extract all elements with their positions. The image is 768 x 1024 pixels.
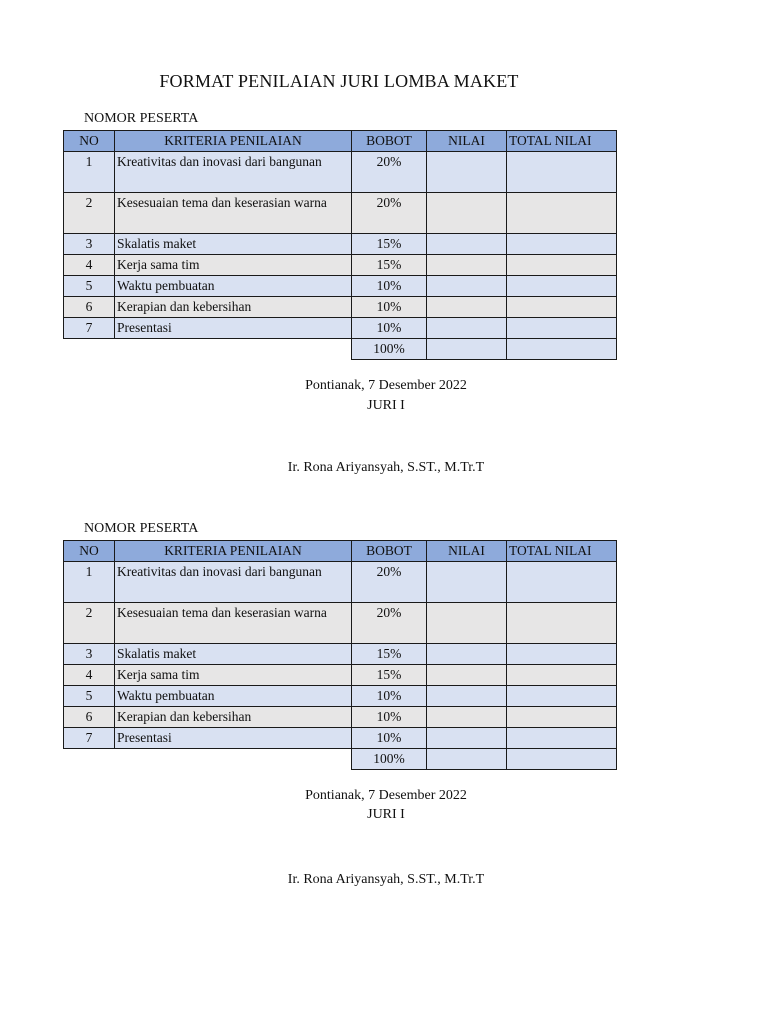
total-bobot: 100% (352, 339, 427, 360)
total-row (64, 749, 617, 770)
table-row (64, 318, 617, 339)
row-no: 4 (64, 665, 115, 686)
row-bobot: 20% (352, 562, 427, 603)
row-bobot: 10% (352, 318, 427, 339)
header-total-nilai: TOTAL NILAI (507, 541, 617, 562)
table-header-row (64, 541, 617, 562)
row-nilai-field[interactable] (427, 318, 507, 339)
row-bobot: 15% (352, 665, 427, 686)
header-no: NO (64, 541, 115, 562)
row-nilai-field[interactable] (427, 603, 507, 644)
row-no: 5 (64, 686, 115, 707)
row-nilai-field[interactable] (427, 644, 507, 665)
header-nilai: NILAI (427, 541, 507, 562)
row-total-field[interactable] (507, 686, 617, 707)
total-bobot: 100% (352, 749, 427, 770)
row-bobot: 10% (352, 728, 427, 749)
row-nilai-field[interactable] (427, 707, 507, 728)
criteria-table (63, 130, 617, 360)
row-kriteria: Waktu pembuatan (115, 276, 352, 297)
table-row (64, 665, 617, 686)
criteria-table (63, 540, 617, 770)
table-row (64, 562, 617, 603)
total-nilai-field[interactable] (427, 339, 507, 360)
blank-cell (115, 749, 352, 770)
table-row (64, 707, 617, 728)
row-total-field[interactable] (507, 255, 617, 276)
header-bobot: BOBOT (352, 541, 427, 562)
participant-number-label: NOMOR PESERTA (84, 111, 199, 126)
row-total-field[interactable] (507, 603, 617, 644)
row-total-field[interactable] (507, 707, 617, 728)
row-no: 1 (64, 562, 115, 603)
row-kriteria: Waktu pembuatan (115, 686, 352, 707)
table-header-row (64, 131, 617, 152)
row-nilai-field[interactable] (427, 728, 507, 749)
signer-name: Ir. Rona Ariyansyah, S.ST., M.Tr.T (287, 460, 485, 475)
table-row (64, 603, 617, 644)
row-total-field[interactable] (507, 728, 617, 749)
row-bobot: 15% (352, 644, 427, 665)
table-row (64, 234, 617, 255)
place-date: Pontianak, 7 Desember 2022 (305, 378, 467, 393)
row-bobot: 20% (352, 193, 427, 234)
blank-cell (115, 339, 352, 360)
row-no: 1 (64, 152, 115, 193)
grand-total-field[interactable] (507, 339, 617, 360)
table-row (64, 686, 617, 707)
row-no: 6 (64, 297, 115, 318)
row-no: 3 (64, 644, 115, 665)
row-total-field[interactable] (507, 644, 617, 665)
row-nilai-field[interactable] (427, 686, 507, 707)
row-nilai-field[interactable] (427, 234, 507, 255)
row-bobot: 10% (352, 297, 427, 318)
header-kriteria: KRITERIA PENILAIAN (115, 541, 352, 562)
row-bobot: 15% (352, 255, 427, 276)
row-total-field[interactable] (507, 318, 617, 339)
row-kriteria: Kesesuaian tema dan keserasian warna (115, 603, 352, 644)
row-total-field[interactable] (507, 562, 617, 603)
row-no: 4 (64, 255, 115, 276)
grand-total-field[interactable] (507, 749, 617, 770)
row-kriteria: Kerapian dan kebersihan (115, 707, 352, 728)
row-no: 6 (64, 707, 115, 728)
row-nilai-field[interactable] (427, 152, 507, 193)
header-no: NO (64, 131, 115, 152)
header-kriteria: KRITERIA PENILAIAN (115, 131, 352, 152)
row-no: 2 (64, 193, 115, 234)
row-bobot: 10% (352, 707, 427, 728)
row-no: 5 (64, 276, 115, 297)
row-no: 2 (64, 603, 115, 644)
row-nilai-field[interactable] (427, 193, 507, 234)
header-total-nilai: TOTAL NILAI (507, 131, 617, 152)
row-nilai-field[interactable] (427, 297, 507, 318)
row-kriteria: Kerapian dan kebersihan (115, 297, 352, 318)
table-row (64, 152, 617, 193)
row-nilai-field[interactable] (427, 276, 507, 297)
blank-cell (64, 339, 115, 360)
table-row (64, 276, 617, 297)
document-title: FORMAT PENILAIAN JURI LOMBA MAKET (159, 71, 519, 91)
row-total-field[interactable] (507, 234, 617, 255)
row-kriteria: Kesesuaian tema dan keserasian warna (115, 193, 352, 234)
row-bobot: 15% (352, 234, 427, 255)
row-no: 3 (64, 234, 115, 255)
row-bobot: 10% (352, 686, 427, 707)
row-total-field[interactable] (507, 193, 617, 234)
row-total-field[interactable] (507, 665, 617, 686)
blank-cell (64, 749, 115, 770)
header-nilai: NILAI (427, 131, 507, 152)
row-bobot: 20% (352, 152, 427, 193)
juri-label: JURI I (367, 398, 405, 413)
participant-number-label: NOMOR PESERTA (84, 521, 199, 536)
row-kriteria: Skalatis maket (115, 644, 352, 665)
row-total-field[interactable] (507, 276, 617, 297)
table-row (64, 297, 617, 318)
table-row (64, 255, 617, 276)
row-kriteria: Kerja sama tim (115, 255, 352, 276)
place-date: Pontianak, 7 Desember 2022 (305, 788, 467, 803)
total-nilai-field[interactable] (427, 749, 507, 770)
row-bobot: 20% (352, 603, 427, 644)
row-nilai-field[interactable] (427, 255, 507, 276)
row-kriteria: Presentasi (115, 318, 352, 339)
row-kriteria: Presentasi (115, 728, 352, 749)
table-row (64, 644, 617, 665)
row-kriteria: Skalatis maket (115, 234, 352, 255)
row-total-field[interactable] (507, 152, 617, 193)
total-row (64, 339, 617, 360)
row-no: 7 (64, 318, 115, 339)
row-bobot: 10% (352, 276, 427, 297)
juri-label: JURI I (367, 807, 405, 822)
row-kriteria: Kerja sama tim (115, 665, 352, 686)
row-kriteria: Kreativitas dan inovasi dari bangunan (115, 152, 352, 193)
table-row (64, 193, 617, 234)
row-no: 7 (64, 728, 115, 749)
row-nilai-field[interactable] (427, 562, 507, 603)
header-bobot: BOBOT (352, 131, 427, 152)
row-nilai-field[interactable] (427, 665, 507, 686)
row-kriteria: Kreativitas dan inovasi dari bangunan (115, 562, 352, 603)
row-total-field[interactable] (507, 297, 617, 318)
signer-name: Ir. Rona Ariyansyah, S.ST., M.Tr.T (287, 872, 485, 887)
table-row (64, 728, 617, 749)
